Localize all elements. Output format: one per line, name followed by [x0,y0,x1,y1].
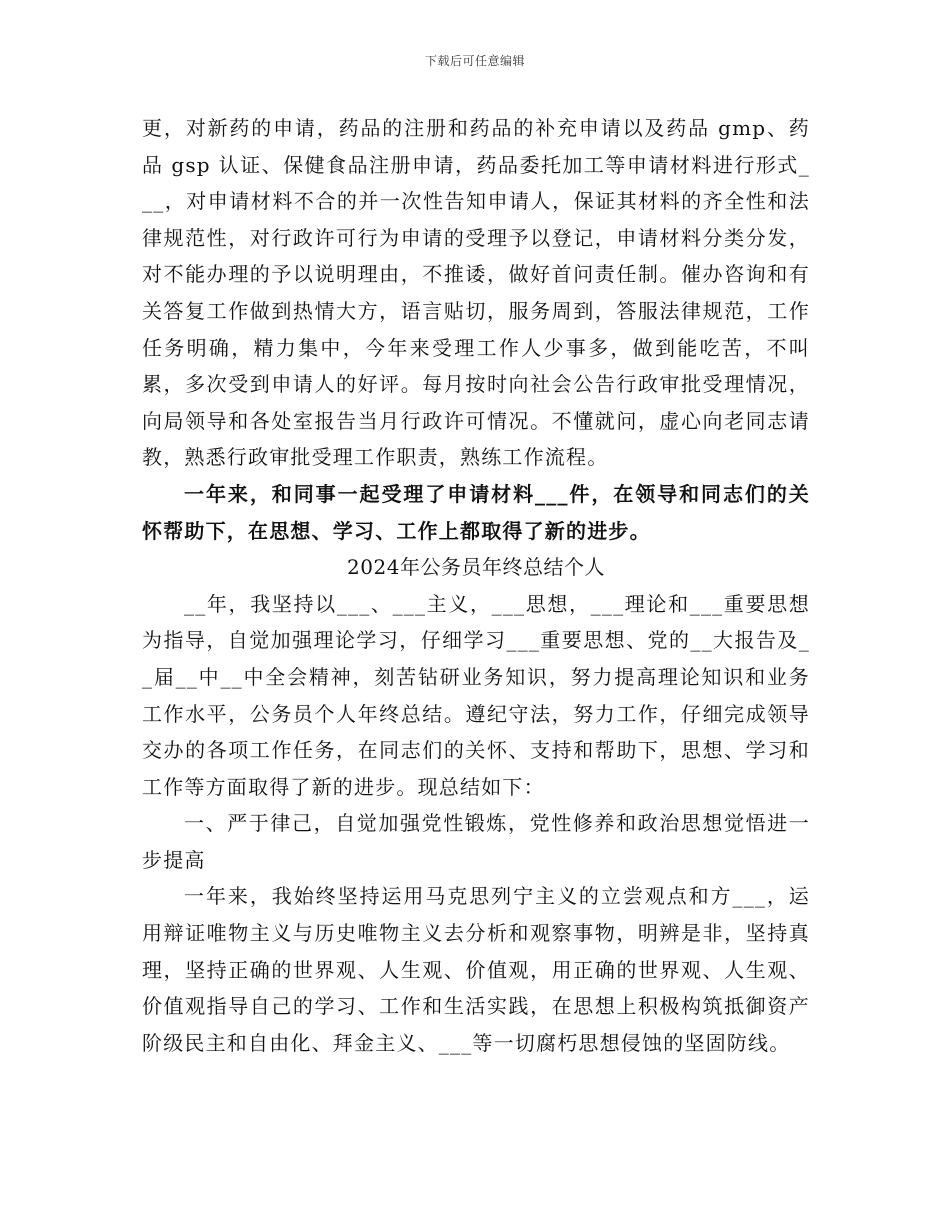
paragraph-yearly-summary: 一年来，和同事一起受理了申请材料___件，在领导和同志们的关怀帮助下，在思想、学习、工作上都取得了新的进步。 [142,481,810,543]
paragraph-intro: __年，我坚持以___、___主义，___思想，___理论和___重要思想为指导，自觉加强理论学习，仔细学习___重要思想、党的__大报告及__届__中__中全会精神，刻苦钻研业务知识，努力提高理论知识和业务工作水平，公务员个人年终总结。遵纪守法，努力工作，仔细完成领导交办的各项工作任务，在同志们的关怀、支持和帮助下，思想、学习和工作等方面取得了新的进步。现总结如下： [142,591,810,799]
paragraph-ideology: 一年来，我始终坚持运用马克思列宁主义的立尝观点和方___，运用辩证唯物主义与历史唯物主义去分析和观察事物，明辨是非，坚持真理，坚持正确的世界观、人生观、价值观，用正确的世界观、人生观、价值观指导自己的学习、工作和生活实践，在思想上积极构筑抵御资产阶级民主和自由化、拜金主义、___等一切腐朽思想侵蚀的坚固防线。 [142,884,810,1055]
paragraph-heading-one: 一、严于律己，自觉加强党性锻炼，党性修养和政治思想觉悟进一步提高 [142,811,810,872]
paragraph-review-duties: 更，对新药的申请，药品的注册和药品的补充申请以及药品 gmp、药品 gsp 认证、保健食品注册申请，药品委托加工等申请材料进行形式___，对申请材料不合的并一次性告知申请人，保证其材料的齐全性和法律规范性，对行政许可行为申请的受理予以登记，申请材料分类分发，对不能办理的予以说明理由，不推诿，做好首问责任制。催办咨询和有关答复工作做到热情大方，语言贴切，服务周到，答服法律规范，工作任务明确，精力集中，今年来受理工作人少事多，做到能吃苦，不叫累，多次受到申请人的好评。每月按时向社会公告行政审批受理情况，向局领导和各处室报告当月行政许可情况。不懂就问，虚心向老同志请教，熟悉行政审批受理工作职责，熟练工作流程。 [142,116,810,470]
page-header: 下载后可任意编辑 [424,54,525,68]
section-title: 2024年公务员年终总结个人 [347,555,605,580]
document-body [142,110,810,1061]
